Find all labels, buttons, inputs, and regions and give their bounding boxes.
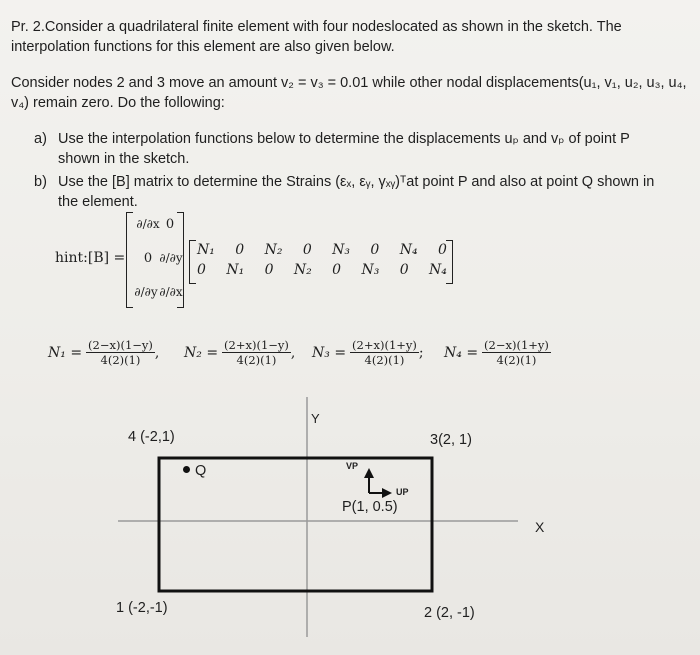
n4-lhs: N₄ = (444, 344, 479, 361)
up-label: UP (396, 487, 409, 497)
n2-denominator: 4(2)(1) (236, 353, 277, 367)
b-cell-1-0: 0 (143, 251, 153, 266)
n-r2-c7: 0 (399, 262, 409, 278)
b-cell-1-1: ∂/∂y (159, 251, 183, 265)
n-r2-c8: N₄ (429, 262, 447, 278)
part-a-line-2: shown in the sketch. (58, 151, 190, 167)
point-q-label: Q (195, 463, 207, 479)
n-r1-c4: 0 (302, 242, 312, 258)
vp-arrowhead (364, 468, 374, 478)
consider-line-1: Consider nodes 2 and 3 move an amount v₂ = v₃ = 0.01 while other nodal displacements(u₁, v₁, u₂, u₃, u₄, (11, 75, 687, 91)
n1-denominator: 4(2)(1) (100, 353, 141, 367)
n-r2-c4: N₂ (293, 262, 312, 278)
b-cell-0-1: 0 (165, 217, 175, 232)
n-r2-c2: N₁ (226, 262, 245, 278)
n-r2-c3: 0 (264, 262, 274, 278)
node-2-label: 2 (2, -1) (424, 605, 475, 621)
part-b-line-2: the element. (58, 194, 138, 210)
n1-separator: , (154, 344, 160, 361)
n-r2-c1: 0 (197, 262, 206, 278)
part-b-label: b) (34, 174, 47, 190)
node-3-label: 3(2, 1) (430, 432, 472, 448)
title-line-2: interpolation functions for this element are also given below. (11, 39, 395, 55)
point-q-dot (183, 466, 190, 473)
n4-numerator: (2−x)(1+y) (484, 338, 549, 352)
b-cell-0-0: ∂/∂x (136, 217, 160, 231)
point-p-label: P(1, 0.5) (342, 499, 398, 515)
n1-lhs: N₁ = (48, 344, 83, 361)
n3-lhs: N₃ = (312, 344, 347, 361)
n3-separator: ; (418, 344, 424, 361)
vp-label: VP (346, 461, 359, 471)
n4-denominator: 4(2)(1) (496, 353, 537, 367)
consider-line-2: v₄) remain zero. Do the following: (11, 95, 225, 111)
hint-label: hint:[B] = (55, 250, 126, 266)
n3-denominator: 4(2)(1) (364, 353, 405, 367)
n-r1-c6: 0 (370, 242, 380, 258)
n3-numerator: (2+x)(1+y) (352, 338, 417, 352)
n1-numerator: (2−x)(1−y) (88, 338, 153, 352)
title-line-1: Pr. 2.Consider a quadrilateral finite element with four nodeslocated as shown in the sketch. The (11, 19, 622, 35)
part-a-label: a) (34, 131, 47, 147)
b-cell-2-0: ∂/∂y (134, 285, 158, 299)
n-r2-c6: N₃ (361, 262, 380, 278)
part-b-line-1: Use the [B] matrix to determine the Strains (εₓ, εᵧ, γₓᵧ)ᵀat point P and also at point Q shown in (58, 174, 655, 190)
n-r1-c3: N₂ (264, 242, 283, 258)
x-axis-label: X (535, 519, 545, 535)
n2-lhs: N₂ = (184, 344, 219, 361)
n-r1-c5: N₃ (332, 242, 351, 258)
node-1-label: 1 (-2,-1) (116, 600, 168, 616)
n-r1-c7: N₄ (399, 242, 418, 258)
n-r1-c8: 0 (438, 242, 447, 258)
part-a-line-1: Use the interpolation functions below to determine the displacements uₚ and vₚ of point P (58, 131, 630, 147)
node-4-label: 4 (-2,1) (128, 429, 175, 445)
n2-numerator: (2+x)(1−y) (224, 338, 289, 352)
n-r1-c2: 0 (235, 242, 245, 258)
n-r1-c1: N₁ (197, 242, 215, 258)
y-axis-label: Y (311, 411, 320, 426)
n-r2-c5: 0 (332, 262, 342, 278)
n2-separator: , (290, 344, 296, 361)
b-cell-2-1: ∂/∂x (159, 285, 183, 299)
